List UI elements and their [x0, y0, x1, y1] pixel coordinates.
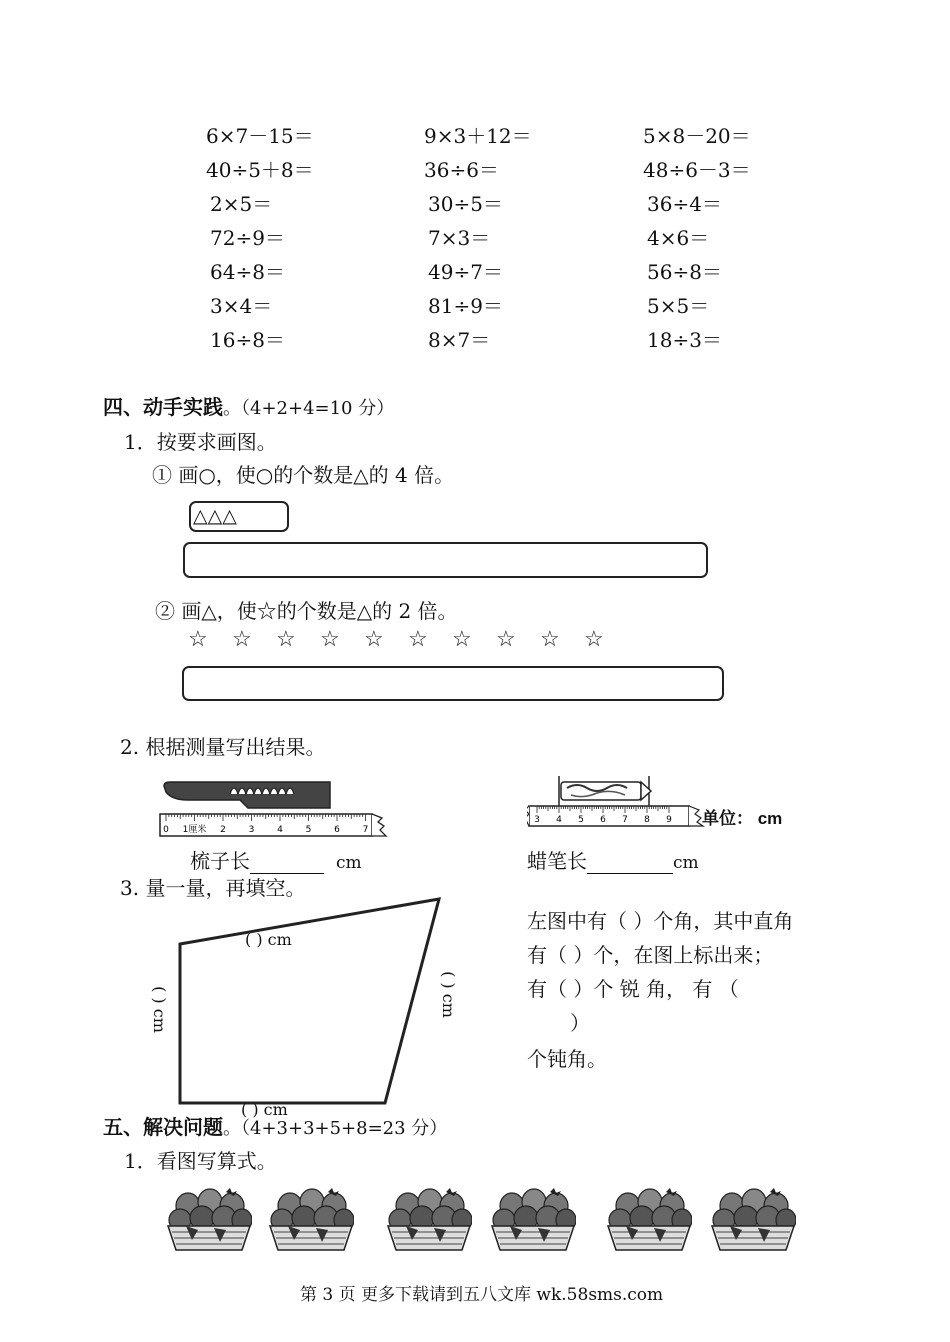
- ruler-tick-label: 0: [163, 825, 169, 835]
- q3-line3: 有（ ）个 锐 角， 有 （: [527, 977, 739, 1001]
- crayon-icon: [561, 782, 651, 800]
- given-triangles-box: [189, 501, 289, 532]
- equation: 7×3＝: [428, 226, 491, 250]
- bottom-side-blank[interactable]: ( ) cm: [241, 1100, 288, 1119]
- equation: 72÷9＝: [210, 226, 285, 250]
- strawberry-basket-icon: [490, 1188, 576, 1258]
- star-icon: ☆: [188, 627, 208, 652]
- star-icon: ☆: [452, 627, 472, 652]
- triangle-answer-box[interactable]: [182, 666, 724, 701]
- equation: 6×7－15＝: [206, 124, 314, 148]
- comb-length: [190, 845, 362, 874]
- crayon-answer-blank[interactable]: [587, 859, 673, 874]
- right-side-blank[interactable]: ( ) cm: [438, 971, 458, 1018]
- given-triangles: △△△: [193, 505, 237, 527]
- q1a-label: ① 画○，使○的个数是△的 4 倍。: [152, 463, 455, 487]
- strawberry-basket-icon: [268, 1188, 354, 1258]
- ruler-tick-label: 3: [248, 825, 255, 835]
- equation: 9×3＋12＝: [424, 124, 532, 148]
- crayon-ruler-figure: [527, 770, 707, 830]
- section4-heading: [103, 391, 394, 420]
- equation: 48÷6－3＝: [643, 158, 751, 182]
- ruler-tick-label: 4: [277, 825, 283, 835]
- q3-line1: 左图中有（ ）个角，其中直角: [527, 909, 794, 933]
- star-icon: ☆: [408, 627, 428, 652]
- ruler-tick-label: 2: [220, 825, 226, 835]
- comb-unit: cm: [336, 853, 362, 873]
- star-icon: ☆: [364, 627, 384, 652]
- equation: 3×4＝: [210, 294, 273, 318]
- section5-score: 。（4+3+3+5+8=23 分）: [223, 1118, 448, 1139]
- top-side-blank[interactable]: ( ) cm: [245, 930, 292, 949]
- ruler-tick-label: 3: [534, 815, 540, 825]
- ruler-tick-label: 6: [334, 825, 340, 835]
- crayon-label: 蜡笔长: [527, 849, 587, 873]
- strawberry-basket-icon: [386, 1188, 472, 1258]
- equation: 5×8－20＝: [643, 124, 751, 148]
- comb-ruler-figure: [158, 778, 393, 842]
- crayon-length: [527, 845, 699, 874]
- equation: 36÷6＝: [424, 158, 499, 182]
- equation: 36÷4＝: [647, 192, 722, 216]
- unit-note: 单位： cm: [702, 809, 783, 828]
- equation: 81÷9＝: [428, 294, 503, 318]
- strawberry-basket-icon: [710, 1188, 796, 1258]
- strawberry-basket-icon: [166, 1188, 252, 1258]
- section4-title: 四、动手实践: [103, 395, 223, 419]
- equation: 2×5＝: [210, 192, 273, 216]
- q1-label: 1．按要求画图。: [124, 430, 277, 454]
- quadrilateral: [180, 899, 439, 1103]
- star-icon: ☆: [232, 627, 252, 652]
- q1b-label: ② 画△，使☆的个数是△的 2 倍。: [155, 599, 458, 623]
- equation: 18÷3＝: [647, 328, 722, 352]
- ruler-tick-label: 5: [578, 815, 584, 825]
- equation: 64÷8＝: [210, 260, 285, 284]
- ruler-tick-label: 5: [305, 825, 312, 835]
- ruler-tick-label: 7: [622, 815, 628, 825]
- equation: 16÷8＝: [210, 328, 285, 352]
- q2-label: 2. 根据测量写出结果。: [120, 735, 326, 759]
- section5-title: 五、解决问题: [103, 1115, 223, 1139]
- equation: 8×7＝: [428, 328, 491, 352]
- page-footer: 第 3 页 更多下载请到五八文库 wk.58sms.com: [300, 1285, 664, 1305]
- comb-label: 梳子长: [190, 849, 250, 873]
- star-icon: ☆: [540, 627, 560, 652]
- comb-icon: [164, 782, 330, 808]
- ruler-tick-label: 6: [600, 815, 606, 825]
- circle-answer-box[interactable]: [183, 542, 708, 578]
- equation: 40÷5＋8＝: [206, 158, 314, 182]
- s5-q1-label: 1．看图写算式。: [124, 1149, 277, 1173]
- section4-score: 。（4+2+4=10 分）: [223, 398, 395, 419]
- star-icon: ☆: [496, 627, 516, 652]
- section5-heading: [103, 1111, 447, 1140]
- q3-line4: ）: [570, 1011, 590, 1035]
- equation: 49÷7＝: [428, 260, 503, 284]
- left-side-blank[interactable]: ( ) cm: [149, 986, 169, 1033]
- ruler-tick-label: 7: [362, 825, 369, 835]
- star-icon: ☆: [276, 627, 296, 652]
- q3-line2: 有（ ）个，在图上标出来；: [527, 943, 774, 967]
- equation: 4×6＝: [647, 226, 710, 250]
- star-icon: ☆: [584, 627, 604, 652]
- q3-line5: 个钝角。: [527, 1047, 607, 1071]
- strawberry-basket-icon: [606, 1188, 692, 1258]
- ruler-tick-label: 8: [644, 815, 650, 825]
- crayon-unit: cm: [673, 853, 699, 873]
- star-icon: ☆: [320, 627, 340, 652]
- equation: 56÷8＝: [647, 260, 722, 284]
- ruler-tick-label: 9: [666, 815, 672, 825]
- ruler-tick-label: 1厘米: [182, 825, 207, 835]
- quadrilateral-figure: [160, 890, 460, 1115]
- q3-label: 3. 量一量，再填空。: [120, 876, 306, 900]
- stars-row: [188, 627, 628, 652]
- equation: 30÷5＝: [428, 192, 503, 216]
- ruler-tick-label: 4: [556, 815, 562, 825]
- equation: 5×5＝: [647, 294, 710, 318]
